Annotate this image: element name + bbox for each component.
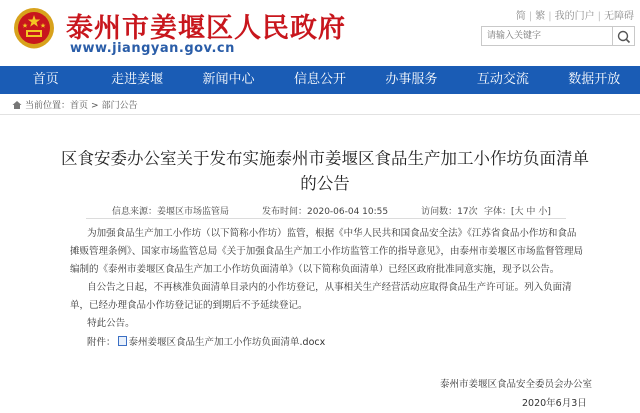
divider (86, 218, 566, 219)
article-source: 信息来源：姜堰区市场监管局 (112, 207, 230, 217)
document-icon (118, 336, 127, 346)
home-icon (12, 100, 22, 110)
search-input[interactable] (481, 26, 613, 46)
nav-news-center[interactable]: 新闻中心 (202, 72, 255, 87)
font-size-control (484, 204, 551, 217)
search-button[interactable] (613, 26, 635, 46)
accessibility-link[interactable]: 无障碍 (604, 11, 634, 22)
traditional-chinese-link[interactable]: 繁 (535, 11, 546, 22)
attachment-link[interactable]: 泰州姜堰区食品生产加工小作坊负面清单.docx (128, 337, 326, 348)
article-meta (112, 204, 511, 217)
nav-services[interactable]: 办事服务 (385, 72, 438, 87)
font-size-small[interactable]: 小 (538, 207, 548, 217)
paragraph: 自公告之日起，不再核准负面清单目录内的小作坊登记，从事相关生产经营活动应取得食品生产许可证。列入负面清单，已经办理食品小作坊登记证的到期后不予延续登记。 (70, 282, 572, 311)
font-size-bracket: [ (511, 207, 515, 217)
divider: | (597, 11, 601, 22)
attachment-label: 附件： (87, 337, 116, 348)
breadcrumb-home[interactable]: 首页 (70, 101, 89, 111)
nav-open-data[interactable]: 数据开放 (568, 72, 621, 87)
divider: | (528, 11, 533, 22)
article-views: 访问数：17次 (421, 207, 478, 217)
paragraph: 为加强食品生产加工小作坊（以下简称小作坊）监管，根据《中华人民共和国食品安全法》《江苏省食品小作坊和食品摊贩管理条例》、国家市场监管总局《关于加强食品生产加工小作坊监管工作的指导意见》，由泰州市姜堰区市场监督管理局编制的《泰州市姜堰区食品生产加工小作坊负面清单》（以下简称负面清单）已经区政府批准同意实施，现予以公告。 (70, 228, 584, 275)
article-date: 发布时间：2020-06-04 10:55 (262, 207, 389, 217)
attachment (87, 334, 325, 348)
site-title[interactable]: 泰州市姜堰区人民政府 (66, 13, 346, 44)
signature-organization: 泰州市姜堰区食品安全委员会办公室 (440, 379, 593, 390)
national-emblem-icon (12, 6, 56, 54)
site-header (0, 0, 640, 66)
breadcrumb-section[interactable]: 部门公告 (101, 101, 138, 111)
search-icon (613, 27, 635, 47)
font-size-label: 字体： (484, 207, 512, 217)
breadcrumb-label: 当前位置： (25, 101, 71, 111)
article-title: 区食安委办公室关于发布实施泰州市姜堰区食品生产加工小作坊负面清单的公告 (61, 149, 589, 193)
nav-about-jiangyan[interactable]: 走进姜堰 (111, 72, 164, 87)
breadcrumb-separator: > (91, 101, 99, 111)
font-size-medium[interactable]: 中 (526, 207, 536, 217)
nav-information-disclosure[interactable]: 信息公开 (293, 72, 346, 87)
divider: | (548, 11, 552, 22)
signature-date: 2020年6月3日 (522, 398, 587, 409)
breadcrumb (12, 98, 138, 111)
nav-home[interactable]: 首页 (32, 72, 59, 87)
top-links (516, 7, 634, 22)
nav-interaction[interactable]: 互动交流 (476, 72, 529, 87)
site-url: www.jiangyan.gov.cn (70, 41, 235, 56)
divider (0, 114, 640, 115)
font-size-large[interactable]: 大 (514, 207, 524, 217)
article-body (70, 225, 584, 333)
paragraph: 特此公告。 (87, 318, 135, 329)
my-portal-link[interactable]: 我的门户 (554, 11, 595, 22)
main-nav (0, 66, 640, 94)
font-size-bracket: ] (547, 207, 551, 217)
simplified-chinese-link[interactable]: 简 (515, 11, 526, 22)
